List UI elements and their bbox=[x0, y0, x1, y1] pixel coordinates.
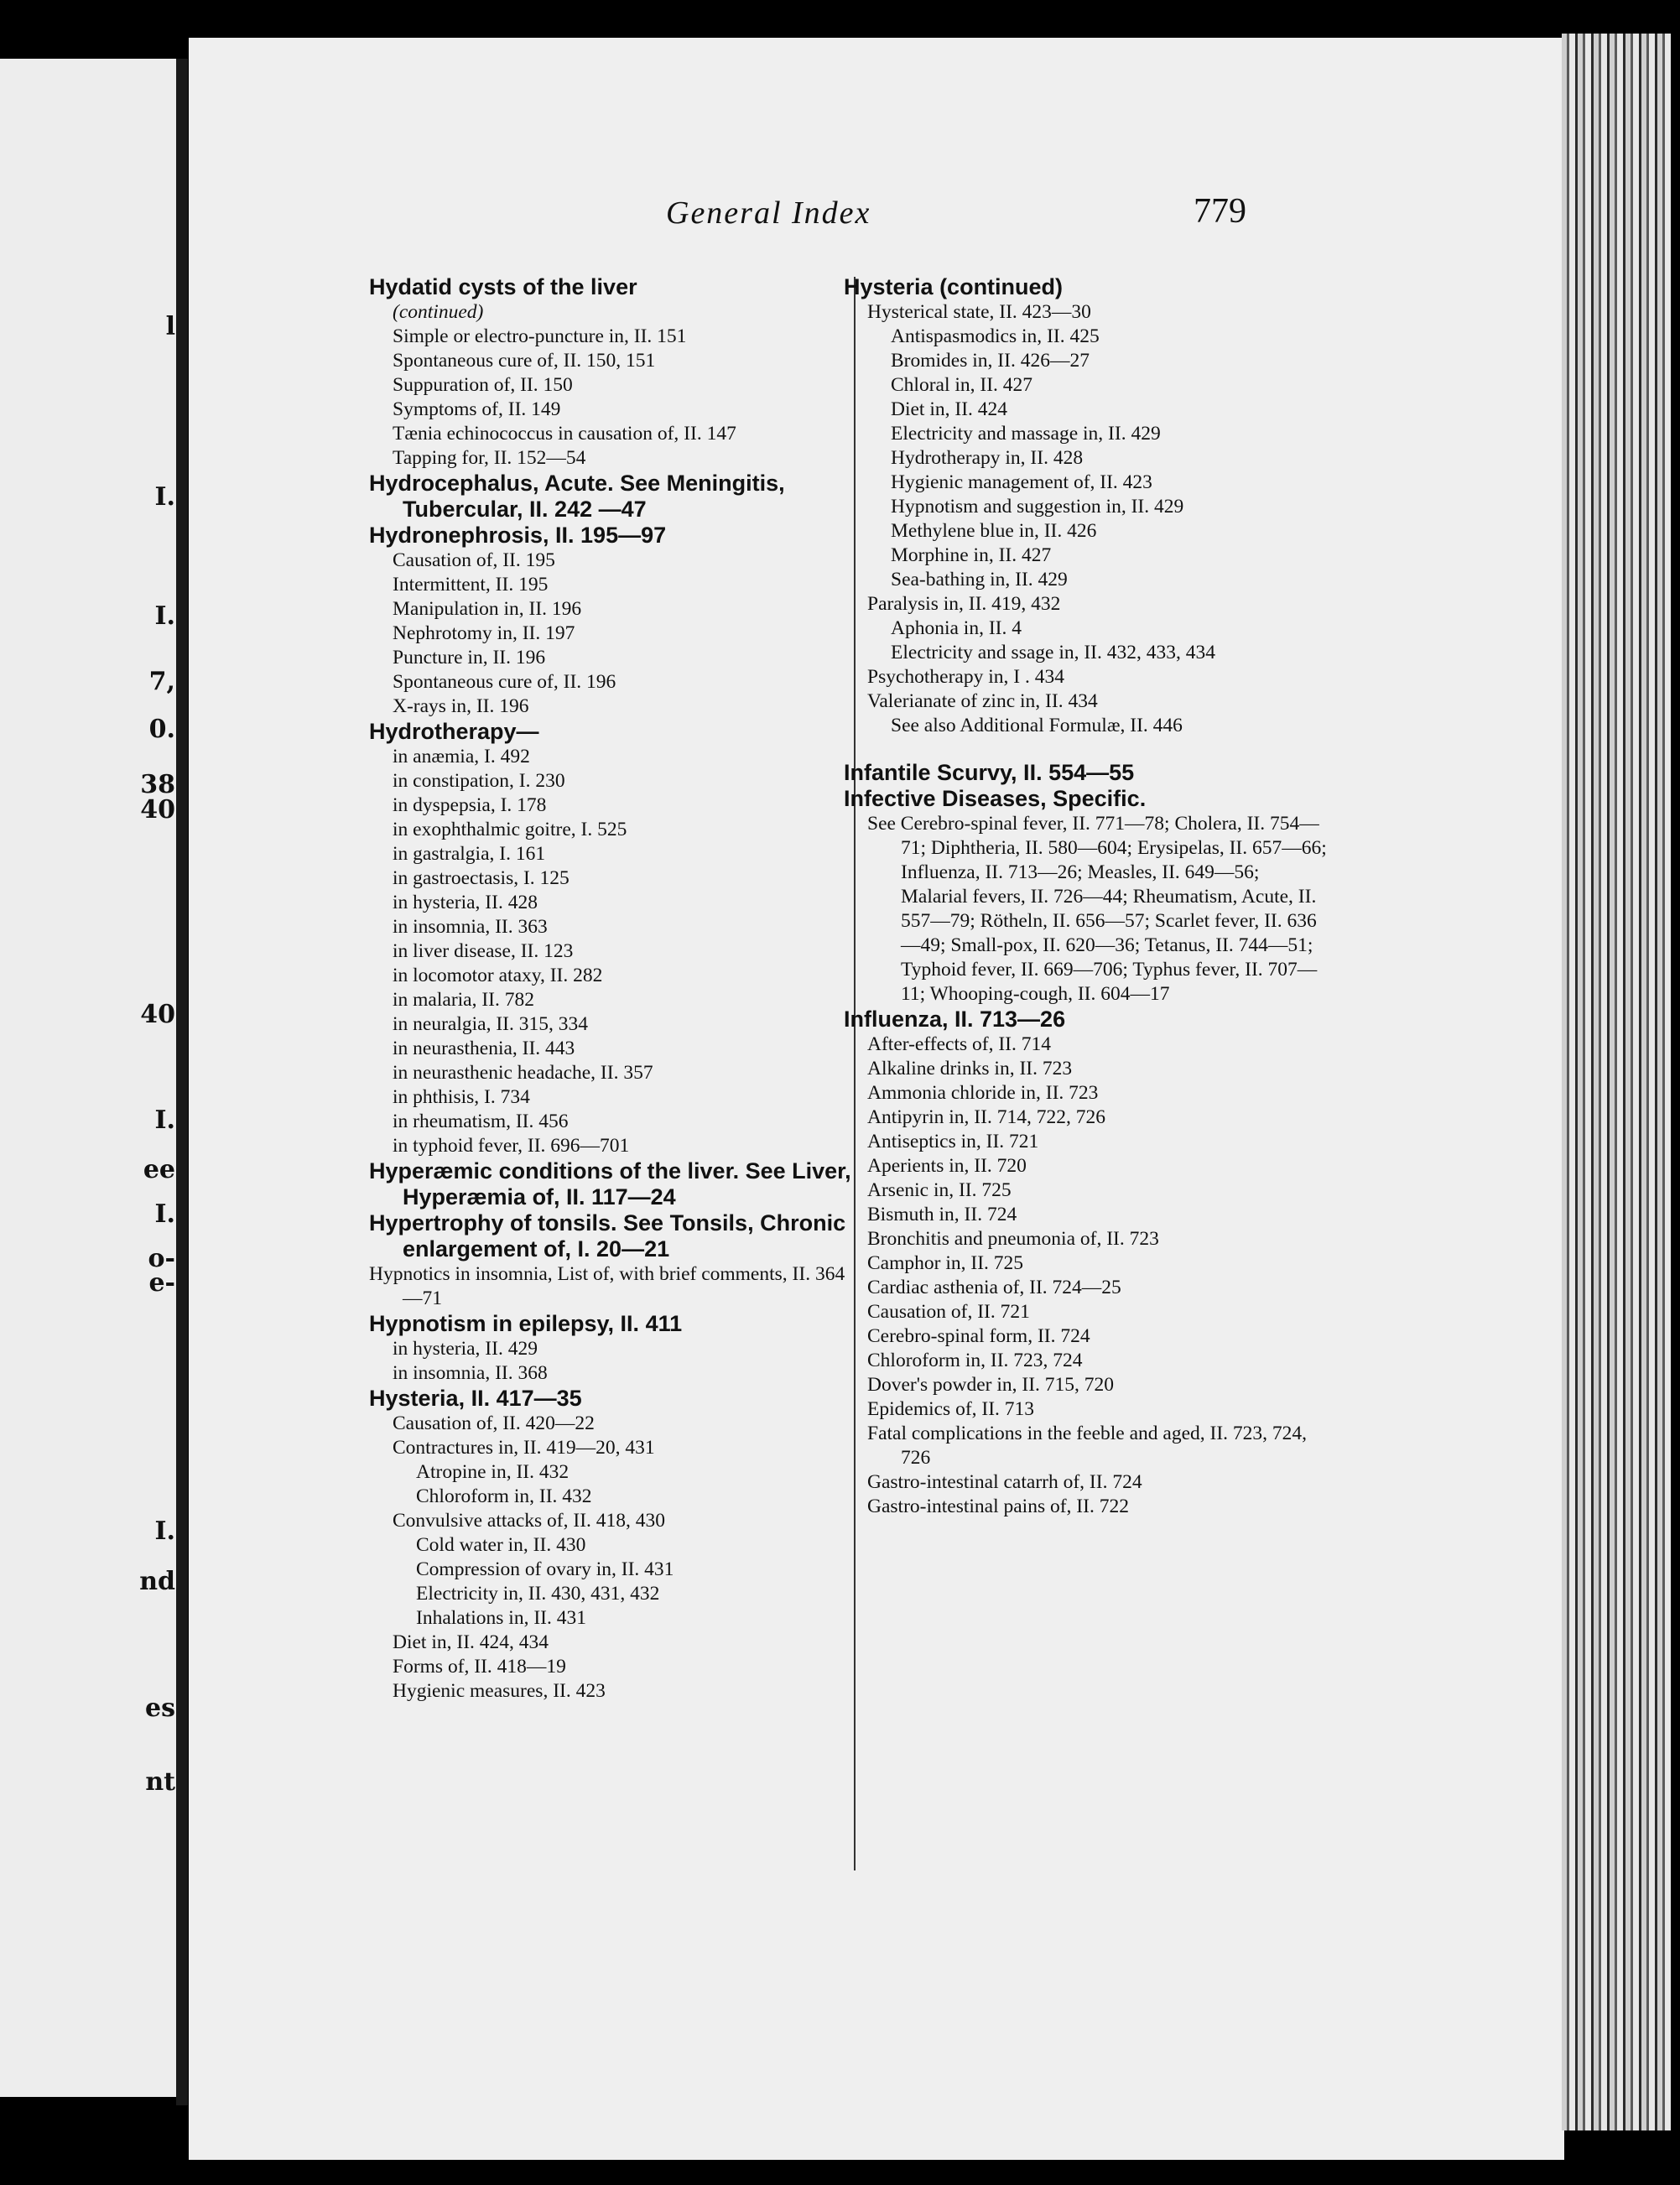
index-heading: Hydrocephalus, Acute. See Meningitis, Tubercular, II. 242 —47 bbox=[369, 471, 785, 522]
index-subentry: in liver disease, II. 123 bbox=[393, 940, 574, 962]
index-heading: Hydatid cysts of the liver bbox=[369, 274, 637, 299]
facing-page-fragment: es bbox=[145, 1693, 175, 1723]
index-subentry: Chloroform in, II. 432 bbox=[416, 1485, 592, 1507]
facing-page-fragment: I. bbox=[154, 1516, 175, 1546]
facing-page-fragment: 0. bbox=[148, 715, 175, 744]
index-subentry: in gastroectasis, I. 125 bbox=[393, 867, 570, 889]
index-subentry: in phthisis, I. 734 bbox=[393, 1086, 530, 1108]
index-subentry: Methylene blue in, II. 426 bbox=[891, 520, 1097, 542]
index-subentry: Bronchitis and pneumonia of, II. 723 bbox=[867, 1228, 1159, 1250]
index-subentry: Tapping for, II. 152—54 bbox=[393, 447, 586, 469]
index-subentry: Inhalations in, II. 431 bbox=[416, 1607, 586, 1629]
index-subentry: Compression of ovary in, II. 431 bbox=[416, 1558, 674, 1580]
index-subentry: Arsenic in, II. 725 bbox=[867, 1179, 1012, 1201]
index-subentry: Suppuration of, II. 150 bbox=[393, 374, 573, 396]
index-heading: Hyperæmic conditions of the liver. See Liver, Hyperæmia of, II. 117—24 bbox=[369, 1158, 851, 1210]
index-subentry: Aperients in, II. 720 bbox=[867, 1155, 1027, 1177]
index-subentry: Manipulation in, II. 196 bbox=[393, 598, 582, 620]
index-subentry: Puncture in, II. 196 bbox=[393, 647, 546, 669]
index-subentry: Sea-bathing in, II. 429 bbox=[891, 569, 1068, 590]
book-gutter bbox=[176, 59, 188, 2105]
index-heading: Infantile Scurvy, II. 554—55 bbox=[844, 760, 1135, 785]
page-number: 779 bbox=[1194, 192, 1246, 231]
index-heading: Influenza, II. 713—26 bbox=[844, 1007, 1066, 1032]
index-subentry: See also Additional Formulæ, II. 446 bbox=[891, 715, 1183, 736]
index-subentry: Dover's powder in, II. 715, 720 bbox=[867, 1374, 1115, 1396]
index-subentry: Electricity in, II. 430, 431, 432 bbox=[416, 1583, 660, 1605]
index-subentry: Chloroform in, II. 723, 724 bbox=[867, 1350, 1083, 1371]
index-subentry: See Cerebro-spinal fever, II. 771—78; Cholera, II. 754—71; Diphtheria, II. 580—604; Erysipelas, II. 657—66; Influenza, II. 713—26; Measles, II. 649—56; Malarial fevers, II. 726—44; Rheumatism, Acute, II. 557—79; Rötheln, II. 656—57; Scarlet fever, II. 636—49; Small-pox, II. 620—36; Tetanus, II. 744—51; Typhoid fever, II. 669—706; Typhus fever, II. 707—11; Whooping-cough, II. 604—17 bbox=[867, 813, 1327, 1005]
index-subentry: Hygienic measures, II. 423 bbox=[393, 1680, 606, 1702]
index-subentry: in malaria, II. 782 bbox=[393, 989, 535, 1011]
index-subentry: Bromides in, II. 426—27 bbox=[891, 350, 1090, 372]
facing-page-fragment: I. bbox=[154, 601, 175, 631]
facing-page-fragment: l bbox=[165, 312, 175, 341]
index-heading: Hysteria, II. 417—35 bbox=[369, 1386, 582, 1411]
index-subentry: Morphine in, II. 427 bbox=[891, 544, 1052, 566]
index-subentry: Symptoms of, II. 149 bbox=[393, 398, 561, 420]
index-subentry: Forms of, II. 418—19 bbox=[393, 1656, 566, 1678]
facing-page-fragment: nt bbox=[145, 1767, 175, 1797]
index-subentry: Electricity and ssage in, II. 432, 433, 434 bbox=[891, 642, 1216, 663]
index-subentry: Camphor in, II. 725 bbox=[867, 1252, 1024, 1274]
facing-page-fragment: 38 bbox=[140, 770, 175, 799]
index-subentry: Epidemics of, II. 713 bbox=[867, 1398, 1035, 1420]
index-heading: Hydrotherapy— bbox=[369, 719, 539, 744]
index-subentry: Tænia echinococcus in causation of, II. 147 bbox=[393, 423, 736, 445]
index-subentry: Psychotherapy in, I . 434 bbox=[867, 666, 1064, 688]
index-subentry: Atropine in, II. 432 bbox=[416, 1461, 570, 1483]
index-subentry: (continued) bbox=[393, 301, 484, 323]
index-column-left bbox=[369, 274, 856, 1704]
index-subentry: Causation of, II. 195 bbox=[393, 549, 555, 571]
index-subentry: Causation of, II. 420—22 bbox=[393, 1412, 595, 1434]
index-subentry: Antispasmodics in, II. 425 bbox=[891, 325, 1100, 347]
index-subentry: Ammonia chloride in, II. 723 bbox=[867, 1082, 1099, 1104]
index-subentry: Diet in, II. 424, 434 bbox=[393, 1631, 549, 1653]
index-subentry: in neurasthenia, II. 443 bbox=[393, 1038, 575, 1059]
index-subentry: in locomotor ataxy, II. 282 bbox=[393, 965, 603, 986]
index-subentry: Contractures in, II. 419—20, 431 bbox=[393, 1437, 655, 1459]
index-subentry: in hysteria, II. 428 bbox=[393, 892, 538, 913]
facing-page-fragment: nd bbox=[139, 1567, 175, 1596]
index-subentry: Alkaline drinks in, II. 723 bbox=[867, 1058, 1073, 1079]
index-subentry: After-effects of, II. 714 bbox=[867, 1033, 1051, 1055]
index-subentry: Hygienic management of, II. 423 bbox=[891, 471, 1152, 493]
index-subentry: in dyspepsia, I. 178 bbox=[393, 794, 547, 816]
index-subentry: in gastralgia, I. 161 bbox=[393, 843, 546, 865]
index-subentry: Spontaneous cure of, II. 150, 151 bbox=[393, 350, 656, 372]
index-heading: Hydronephrosis, II. 195—97 bbox=[369, 523, 667, 548]
index-subentry: Convulsive attacks of, II. 418, 430 bbox=[393, 1510, 666, 1532]
index-column-right bbox=[844, 274, 1330, 1519]
index-subentry: Antipyrin in, II. 714, 722, 726 bbox=[867, 1106, 1105, 1128]
index-subentry: Gastro-intestinal pains of, II. 722 bbox=[867, 1496, 1129, 1517]
index-subentry: Bismuth in, II. 724 bbox=[867, 1204, 1017, 1225]
index-subentry: Causation of, II. 721 bbox=[867, 1301, 1030, 1323]
index-subentry: in typhoid fever, II. 696—701 bbox=[393, 1135, 630, 1157]
index-subentry: in exophthalmic goitre, I. 525 bbox=[393, 819, 627, 840]
facing-page-fragment: o- bbox=[148, 1244, 175, 1273]
index-subentry: Hysterical state, II. 423—30 bbox=[867, 301, 1091, 323]
index-subentry: X-rays in, II. 196 bbox=[393, 695, 529, 717]
index-subentry: Hypnotism and suggestion in, II. 429 bbox=[891, 496, 1184, 518]
facing-page-fragment: 40 bbox=[140, 1000, 175, 1029]
running-title: General Index bbox=[666, 195, 871, 231]
index-subentry: Cardiac asthenia of, II. 724—25 bbox=[867, 1277, 1121, 1298]
index-subentry: Fatal complications in the feeble and aged, II. 723, 724, 726 bbox=[867, 1423, 1308, 1469]
index-subentry: Diet in, II. 424 bbox=[891, 398, 1008, 420]
index-heading: Hypertrophy of tonsils. See Tonsils, Chronic enlargement of, I. 20—21 bbox=[369, 1210, 846, 1262]
index-subentry: in constipation, I. 230 bbox=[393, 770, 565, 792]
index-subentry: Simple or electro-puncture in, II. 151 bbox=[393, 325, 687, 347]
facing-page-fragment: 7, bbox=[148, 667, 175, 696]
index-subentry: in neuralgia, II. 315, 334 bbox=[393, 1013, 588, 1035]
facing-page-fragment: I. bbox=[154, 1106, 175, 1135]
index-subentry: Hydrotherapy in, II. 428 bbox=[891, 447, 1084, 469]
facing-page-fragment: e- bbox=[148, 1268, 175, 1298]
index-subentry: Paralysis in, II. 419, 432 bbox=[867, 593, 1061, 615]
index-subentry: in hysteria, II. 429 bbox=[393, 1338, 538, 1360]
entry-spacer bbox=[844, 738, 1330, 760]
index-subentry: Chloral in, II. 427 bbox=[891, 374, 1033, 396]
index-subentry: Intermittent, II. 195 bbox=[393, 574, 549, 596]
index-subentry: Valerianate of zinc in, II. 434 bbox=[867, 690, 1098, 712]
index-subentry: Antiseptics in, II. 721 bbox=[867, 1131, 1039, 1152]
index-heading: Infective Diseases, Specific. bbox=[844, 786, 1147, 811]
facing-page-fragment: I. bbox=[154, 1199, 175, 1229]
index-heading: Hypnotics in insomnia, List of, with brief comments, II. 364—71 bbox=[369, 1263, 845, 1309]
index-subentry: in insomnia, II. 368 bbox=[393, 1362, 548, 1384]
index-subentry: in insomnia, II. 363 bbox=[393, 916, 548, 938]
index-heading: Hypnotism in epilepsy, II. 411 bbox=[369, 1311, 683, 1336]
facing-page-edge bbox=[0, 59, 180, 2097]
index-subentry: in rheumatism, II. 456 bbox=[393, 1111, 569, 1132]
index-heading: Hysteria (continued) bbox=[844, 274, 1064, 299]
index-subentry: Gastro-intestinal catarrh of, II. 724 bbox=[867, 1471, 1142, 1493]
page-stack-edge bbox=[1562, 34, 1671, 2130]
index-subentry: Electricity and massage in, II. 429 bbox=[891, 423, 1161, 445]
index-subentry: Aphonia in, II. 4 bbox=[891, 617, 1022, 639]
facing-page-fragment: 40 bbox=[140, 795, 175, 825]
index-subentry: in neurasthenic headache, II. 357 bbox=[393, 1062, 653, 1084]
index-subentry: Nephrotomy in, II. 197 bbox=[393, 622, 575, 644]
index-subentry: in anæmia, I. 492 bbox=[393, 746, 530, 767]
index-subentry: Cold water in, II. 430 bbox=[416, 1534, 586, 1556]
index-subentry: Cerebro-spinal form, II. 724 bbox=[867, 1325, 1090, 1347]
facing-page-fragment: ee bbox=[143, 1155, 175, 1184]
index-subentry: Spontaneous cure of, II. 196 bbox=[393, 671, 616, 693]
facing-page-fragment: I. bbox=[154, 482, 175, 512]
